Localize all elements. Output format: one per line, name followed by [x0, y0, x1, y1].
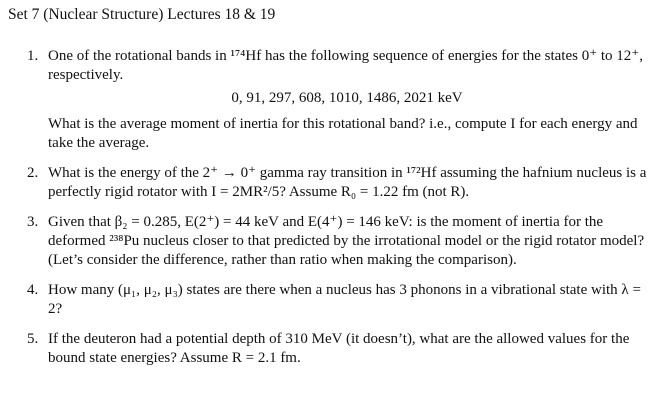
problem-4-text: How many (μ₁, μ₂, μ₃) states are there when a nucleus has 3 phonons in a vibrational state with λ = 2?: [48, 282, 641, 317]
problem-1: [0, 47, 670, 153]
problem-number: 5.: [27, 331, 39, 347]
problem-3-text: Given that β₂ = 0.285, E(2⁺) = 44 keV and E(4⁺) = 146 keV: is the moment of inertia for the deformed ²³⁸Pu nucleus closer to that predicted by the irrotational model or the rigid rotator model? (Let’s consider the difference, rather than ratio when making the comparison).: [48, 214, 645, 268]
problem-number: 1.: [27, 48, 39, 64]
problem-5-text: If the deuteron had a potential depth of 310 MeV (it doesn’t), what are the allowed values for the bound state energies? Assume R = 2.1 fm.: [48, 331, 630, 366]
problem-1-intro: One of the rotational bands in ¹⁷⁴Hf has the following sequence of energies for the states 0⁺ to 12⁺, respectively.: [48, 48, 643, 83]
problem-1-question: What is the average moment of inertia for this rotational band? i.e., compute I for each energy and take the average.: [48, 116, 638, 151]
problem-number: 4.: [27, 282, 39, 298]
problem-list: [0, 47, 670, 379]
page-title: Set 7 (Nuclear Structure) Lectures 18 & 19: [8, 6, 276, 23]
problem-number: 2.: [27, 165, 39, 181]
problem-number: 3.: [27, 214, 39, 230]
energy-sequence: 0, 91, 297, 608, 1010, 1486, 2021 keV: [231, 90, 463, 106]
problem-3: [0, 213, 670, 270]
problem-2-text: What is the energy of the 2⁺ → 0⁺ gamma ray transition in ¹⁷²Hf assuming the hafnium nucleus is a perfectly rigid rotator with I = 2MR²/5? Assume R₀ = 1.22 fm (not R).: [48, 165, 647, 200]
problem-2: [0, 164, 670, 202]
problem-4: [0, 281, 670, 319]
problem-5: [0, 330, 670, 368]
